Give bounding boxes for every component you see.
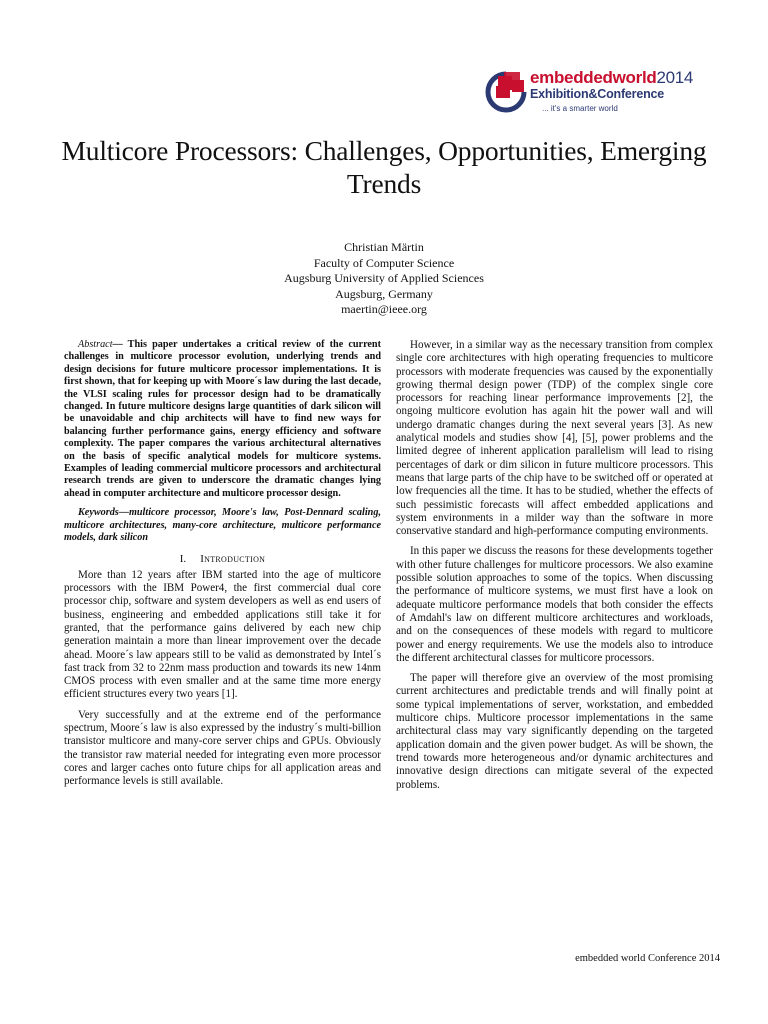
section-heading-introduction: [64, 553, 381, 566]
right-column: [396, 339, 713, 792]
author-block: [0, 240, 768, 318]
section-number: I.: [179, 552, 187, 565]
logo-name: embeddedworld: [530, 68, 657, 87]
author-name: Christian Märtin: [344, 240, 424, 254]
author-email: maertin@ieee.org: [341, 302, 427, 316]
intro-paragraph-3: However, in a similar way as the necessary transition from complex single core architectures with high operating frequencies to multicore processors with moderate frequencies was caused by the exponentially growing thermal design power (TDP) of the complex single core processors for reaching linear performance improvements [2], the ongoing multicore evolution has again hit the power wall and will undergo dramatic changes during the next several years [3]. As new analytical models and studies show [4], [5], power problems and the limited degree of inherent application parallelism will lead to rising percentages of dark or dim silicon in future multicore processors. This means that large parts of the chip have to be switched off or operated at low frequencies all the time. It has to be studied, whether the effects of such pessimistic forecasts will affect embedded applications and system environments in a milder way than the software in more conservative standard and high-performance computing environments.: [396, 339, 713, 538]
author-affiliation-university: Augsburg University of Applied Sciences: [284, 271, 484, 285]
intro-paragraph-5: The paper will therefore give an overview of the most promising current architectures and predictable trends and will finally point at some typical implementations of server, workstation, and embedded multicore chips. Multicore processor implementations in the same architectural class may vary significantly depending on the targeted application domain and the given power budget. As will be shown, the trend towards more heterogeneous and/or dynamic architectures and innovative design directions can mitigate several of the expected problems.: [396, 672, 713, 791]
page-footer: embedded world Conference 2014: [575, 953, 720, 964]
intro-paragraph-4: In this paper we discuss the reasons for these developments together with other future challenges for multicore processors. We also examine possible solution approaches to some of the topics. When discussing the performance of multicore systems, we must first have a look on adequate multicore performance models that both consider the effects of Amdahl's law on different multicore architectures and workloads, and on the consequences of these models with regard to multicore power and energy requirements. We use the models also to introduce the different architectural classes for multicore processors.: [396, 545, 713, 664]
author-location: Augsburg, Germany: [335, 286, 433, 301]
author-affiliation-faculty: Faculty of Computer Science: [313, 255, 455, 270]
keywords-text: —multicore processor, Moore's law, Post-Dennard scaling, multicore architectures, many-core architecture, multicore performance models, dark silicon: [64, 507, 381, 544]
logo-year: 2014: [656, 68, 694, 87]
abstract-label: Abstract: [78, 339, 113, 350]
conference-logo: [484, 68, 720, 120]
abstract: [64, 339, 381, 500]
intro-paragraph-2: Very successfully and at the extreme end of the performance spectrum, Moore´s law is also expressed by the industry´s multi-billion transistor multicore and many-core server chips and GPUs. Obviously the transistor raw material needed for integrating even more processor cores and larger caches onto future chips for all application areas and performance levels is still available.: [64, 708, 381, 788]
embedded-world-logo-icon: [484, 70, 528, 114]
paper-title: Multicore Processors: Challenges, Opportunities, Emerging Trends: [61, 135, 707, 199]
logo-wordmark: [530, 68, 693, 88]
keywords: [64, 507, 381, 544]
abstract-text: — This paper undertakes a critical review of the current challenges in multicore processor evolution, underlying trends and design decisions for future multicore processor implementations. It is first shown, that for keeping up with Moore´s law during the last decade, the VLSI scaling rules for processor design had to be dramatically changed. In future multicore designs large quantities of dark silicon will be unavoidable and chip architects will have to find new ways for balancing further performance gains, energy efficiency and software complexity. The paper compares the various architectural alternatives on the basis of specific analytical models for multicore systems. Examples of leading commercial multicore processors and architectural research trends are given to underscore the dramatic changes lying ahead in computer architecture and multicore processor design.: [64, 339, 381, 499]
keywords-label: Keywords: [78, 507, 119, 519]
left-column: [64, 339, 381, 789]
intro-paragraph-1: More than 12 years after IBM started into the age of multicore processors with the IBM Power4, the first commercial dual core processor chip, software and system developers as well as end users of business, engineering and embedded applications still take it for granted, that the performance gains delivered by each new chip generation maintain a more than linear improvement over the decade ahead. Moore´s law appears still to be valid as demonstrated by Intel´s fast track from 32 to 22nm mass production and towards its new 14nm CMOS process with even smaller and at the same time more energy efficient structures every two years [1].: [64, 568, 381, 701]
logo-tagline: ... it's a smarter world: [542, 104, 618, 113]
logo-subtitle: Exhibition&Conference: [530, 87, 665, 101]
section-title: Introduction: [200, 552, 266, 565]
